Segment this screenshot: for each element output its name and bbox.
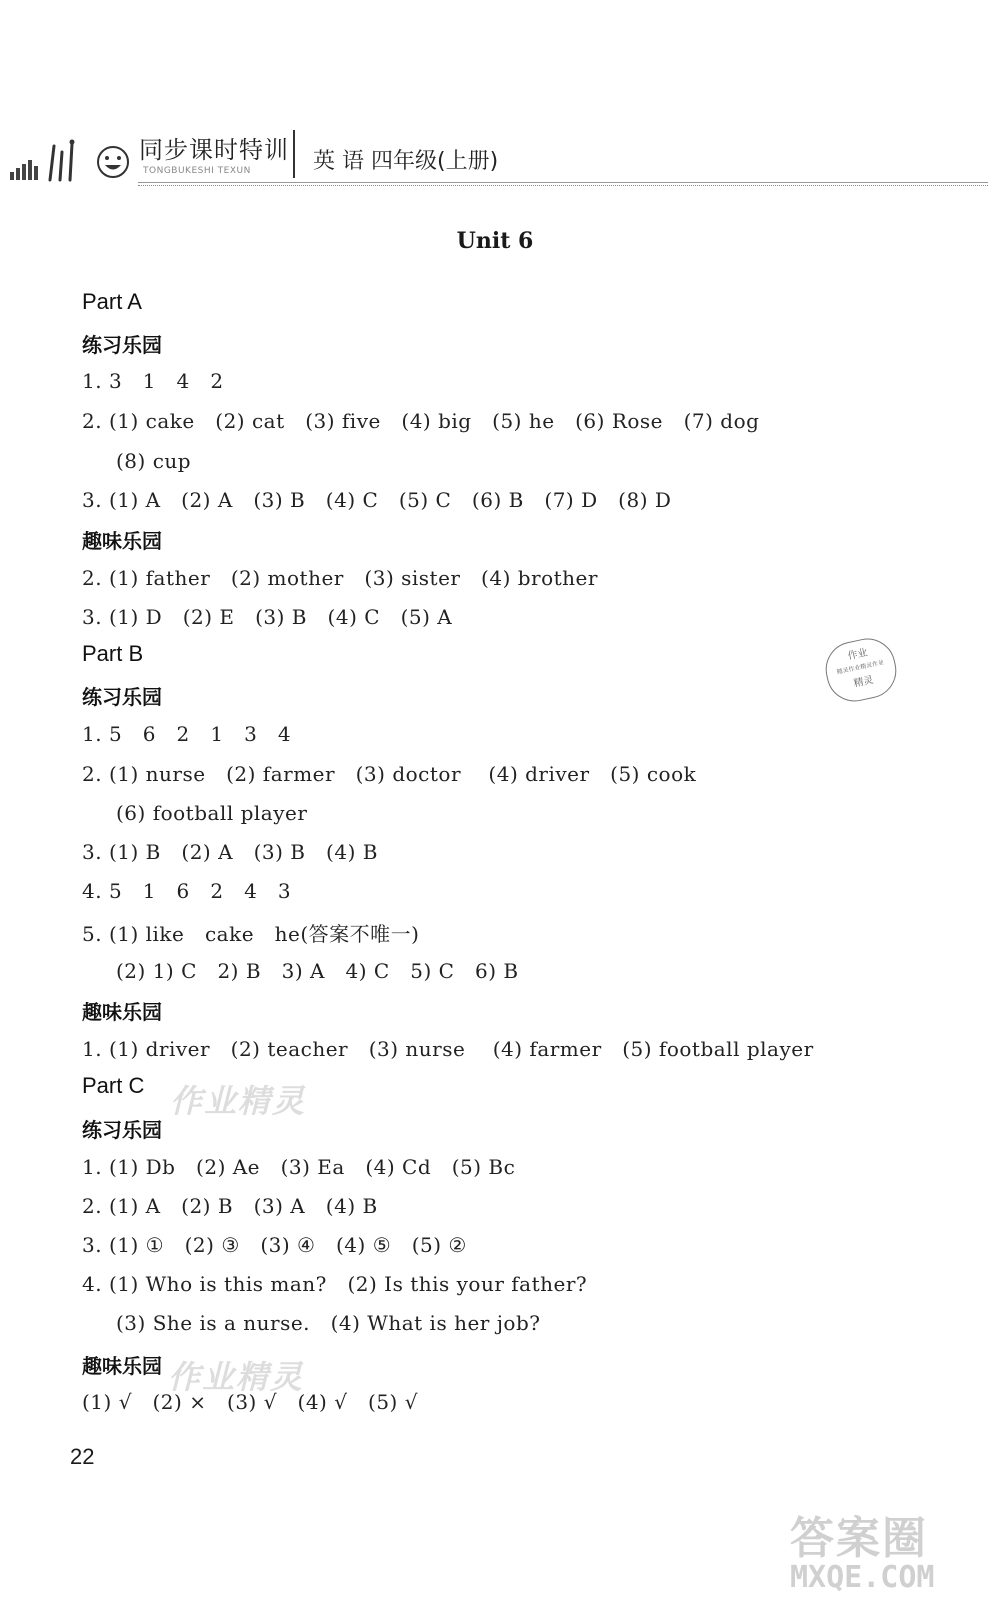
answer-line: 2. (1) nurse (2) farmer (3) doctor (4) driver (5) cook <box>82 762 697 786</box>
answer-line: 4. 5 1 6 2 4 3 <box>82 879 292 903</box>
watermark-text: 作业精灵 <box>170 1082 307 1120</box>
answer-line: 1. 5 6 2 1 3 4 <box>82 722 292 746</box>
logo-bars-icon <box>10 160 40 180</box>
answer-line: 3. (1) ① (2) ③ (3) ④ (4) ⑤ (5) ② <box>82 1233 467 1257</box>
corner-watermark <box>790 1502 935 1595</box>
logo-figure-icon <box>44 138 84 182</box>
section-heading: 练习乐园 <box>82 333 162 357</box>
section-heading: 趣味乐园 <box>82 1354 162 1378</box>
answer-line: 3. (1) B (2) A (3) B (4) B <box>82 840 378 864</box>
page-number: 22 <box>70 1444 95 1469</box>
unit-title: Unit 6 <box>456 228 534 254</box>
page-header <box>0 120 1000 200</box>
header-rule <box>138 182 988 183</box>
answer-line: (6) football player <box>116 801 308 825</box>
answer-line: 1. 3 1 4 2 <box>82 369 224 393</box>
section-heading: 练习乐园 <box>82 685 162 709</box>
answer-line: 1. (1) Db (2) Ae (3) Ea (4) Cd (5) Bc <box>82 1155 516 1179</box>
answer-line: 3. (1) D (2) E (3) B (4) C (5) A <box>82 605 453 629</box>
watermark-stamp <box>821 633 902 706</box>
answer-line: 2. (1) cake (2) cat (3) five (4) big (5) he (6) Rose (7) dog <box>82 409 760 433</box>
answer-line: 3. (1) A (2) A (3) B (4) C (5) C (6) B (7) D (8) D <box>82 488 672 512</box>
part-b-heading: Part B <box>82 641 144 666</box>
answer-line: (1) √ (2) × (3) √ (4) √ (5) √ <box>82 1390 418 1414</box>
stamp-text-top: 作业 <box>846 647 869 663</box>
answer-line: 5. (1) like cake he(答案不唯一) <box>82 922 420 946</box>
corner-watermark-title: 答案圈 <box>790 1513 928 1564</box>
series-subtitle: TONGBUKESHI TEXUN <box>143 166 251 176</box>
answer-line: 1. (1) driver (2) teacher (3) nurse (4) farmer (5) football player <box>82 1037 814 1061</box>
subject-grade: 英 语 四年级(上册) <box>313 149 499 174</box>
answer-line: 4. (1) Who is this man? (2) Is this your father? <box>82 1272 588 1296</box>
answer-line: 2. (1) A (2) B (3) A (4) B <box>82 1194 378 1218</box>
header-divider <box>293 130 295 178</box>
answer-line: (2) 1) C 2) B 3) A 4) C 5) C 6) B <box>116 959 519 983</box>
smiley-face-icon <box>95 144 131 180</box>
answer-line: 2. (1) father (2) mother (3) sister (4) brother <box>82 566 598 590</box>
answer-line: (8) cup <box>116 449 192 473</box>
series-title: 同步课时特训 <box>139 136 289 164</box>
stamp-text-bottom: 精灵 <box>852 674 875 690</box>
part-c-heading: Part C <box>82 1073 145 1098</box>
section-heading: 趣味乐园 <box>82 1000 162 1024</box>
section-heading: 练习乐园 <box>82 1118 162 1142</box>
section-heading: 趣味乐园 <box>82 529 162 553</box>
stamp-text-mid: 精灵作业精灵作业 <box>836 659 885 676</box>
corner-watermark-url: MXQE.COM <box>790 1560 935 1595</box>
watermark-text: 作业精灵 <box>168 1358 305 1396</box>
header-rule-dotted <box>138 185 988 186</box>
answer-line: (3) She is a nurse. (4) What is her job? <box>116 1311 541 1335</box>
part-a-heading: Part A <box>82 289 142 314</box>
